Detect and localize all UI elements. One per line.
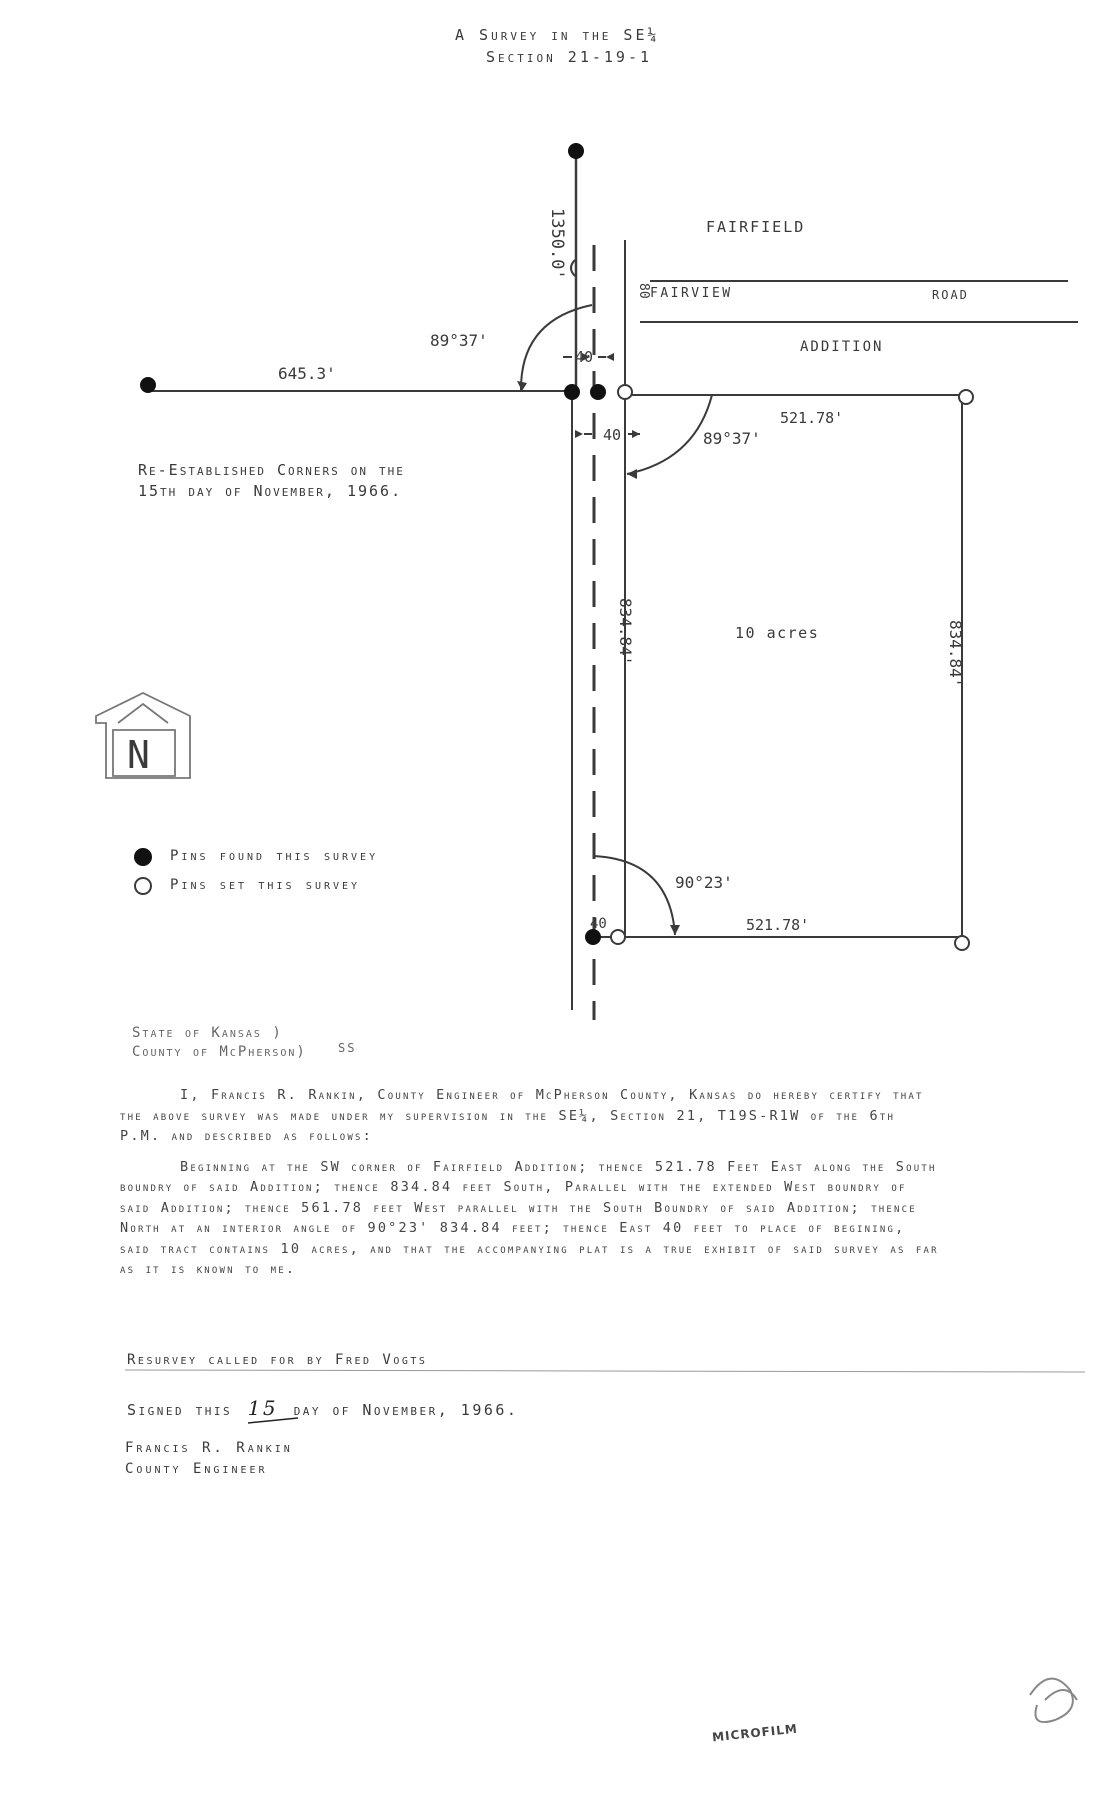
signed-line: [127, 1396, 518, 1420]
survey-title-line2: Section 21-19-1: [486, 48, 653, 66]
pin-found-center-2: [590, 384, 606, 400]
pin-found-center-1: [564, 384, 580, 400]
label-fairview: FAIRVIEW: [650, 286, 733, 301]
survey-title-line1: A Survey in the SE¼: [455, 26, 660, 44]
resurvey-rule: [125, 1370, 1085, 1372]
dim-645: 645.3': [278, 364, 336, 383]
pin-set-se: [955, 936, 969, 950]
acres-label: 10 acres: [735, 624, 820, 642]
certificate-para1: I, Francis R. Rankin, County Engineer of McPherson County, Kansas do hereby certify that the above survey was made under my supervision in the SE¼, Section 21, T19S-R1W of the 6th P.M. and described as follows:: [120, 1087, 924, 1144]
legend-found-label: Pins found this survey: [170, 848, 379, 864]
pin-set-ne: [959, 390, 973, 404]
pin-set-nw: [618, 385, 632, 399]
pin-found-north: [568, 143, 584, 159]
dim-east-side: 834.84': [946, 620, 965, 688]
engineer-name: Francis R. Rankin: [125, 1440, 293, 1456]
dim-40-top: 40: [575, 348, 594, 366]
signed-day: 15: [247, 1396, 279, 1420]
dim-north-road: 1350.0': [547, 208, 567, 280]
signed-suffix: day of November, 1966.: [293, 1401, 519, 1419]
legend-set-label: Pins set this survey: [170, 877, 361, 893]
angle-sw: 90°23': [675, 873, 733, 892]
legend-found-icon: [134, 848, 152, 866]
label-fairfield: FAIRFIELD: [706, 218, 806, 236]
paper-clip-icon: [1030, 1679, 1077, 1722]
dim-south: 521.78': [746, 916, 810, 934]
state-line: State of Kansas ): [132, 1025, 283, 1041]
label-road: ROAD: [932, 288, 969, 302]
engineer-title: County Engineer: [125, 1461, 268, 1477]
road-break: [571, 260, 575, 276]
legend-set-icon: [135, 878, 151, 894]
dim-40-mid: 40: [603, 426, 622, 444]
angle-ne: 89°37': [703, 429, 761, 448]
pin-set-sw: [611, 930, 625, 944]
certificate-body: [120, 1085, 940, 1280]
pin-found-west: [140, 377, 156, 393]
resurvey-line: Resurvey called for by Fred Vogts: [127, 1352, 428, 1368]
dim-east-top: 521.78': [780, 409, 844, 427]
angle-nw: 89°37': [430, 331, 488, 350]
label-addition: ADDITION: [800, 339, 884, 355]
microfilm-stamp: MICROFILM: [711, 1721, 799, 1745]
dim-80: 80: [636, 283, 651, 299]
county-line: County of McPherson): [132, 1044, 307, 1060]
signed-prefix: Signed this: [127, 1401, 233, 1419]
dim-west: 834.84': [616, 598, 635, 666]
certificate-para2: Beginning at the SW corner of Fairfield Addition; thence 521.78 Feet East along the South boundry of said Addition; thence 834.84 feet South, Parallel with the extended West boundry of said Addition; thence 561.78 feet West parallel with the South Boundry of said Addition; thence North at an interior angle of 90°23' 834.84 feet; thence East 40 feet to place of begining, said tract contains 10 acres, and that the accompanying plat is a true exhibit of said survey as far as it is known to me.: [120, 1158, 939, 1277]
reestablished-note: Re-Established Corners on the: [138, 461, 405, 479]
north-letter: N: [127, 733, 150, 777]
dim-40-bottom: 40: [590, 916, 607, 932]
reestablished-date: 15th day of November, 1966.: [138, 482, 403, 500]
ss-mark: SS: [338, 1041, 357, 1055]
